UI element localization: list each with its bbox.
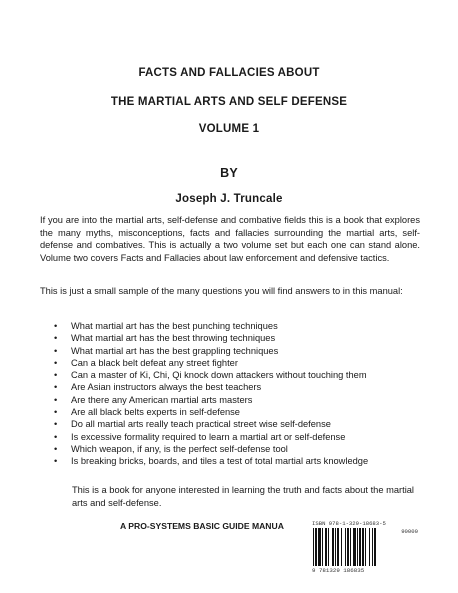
list-item	[54, 418, 414, 430]
question-text: Is breaking bricks, boards, and tiles a test of total martial arts knowledge	[71, 456, 369, 467]
question-text: Which weapon, if any, is the perfect self-defense tool	[71, 443, 288, 454]
question-text: What martial art has the best throwing techniques	[71, 333, 276, 344]
question-text: Is excessive formality required to learn a martial art or self-defense	[71, 431, 346, 442]
list-item	[54, 345, 414, 357]
bullet-icon: •	[54, 370, 58, 381]
list-item	[54, 357, 414, 369]
ean-text: 9 781329 186835	[312, 567, 365, 574]
bullet-icon: •	[54, 321, 58, 331]
list-item	[54, 394, 414, 406]
barcode-bars-icon	[312, 528, 398, 566]
question-text: Can a master of Ki, Chi, Qi knock down attackers without touching them	[71, 370, 367, 381]
list-item	[54, 443, 414, 455]
bullet-icon: •	[54, 394, 58, 405]
question-text: What martial art has the best grappling techniques	[71, 345, 279, 356]
bullet-icon: •	[54, 345, 58, 356]
list-item	[54, 369, 414, 381]
bullet-icon: •	[54, 456, 58, 467]
list-item	[54, 320, 414, 332]
question-text: Are there any American martial arts masters	[71, 394, 253, 405]
sample-intro-paragraph: This is just a small sample of the many questions you will find answers to in this manual:	[40, 286, 403, 296]
question-text: Do all martial arts really teach practical street wise self-defense	[71, 419, 331, 430]
price-addon-text: 90000	[401, 528, 418, 535]
list-item	[54, 431, 414, 443]
bullet-icon: •	[54, 407, 58, 418]
author-name: Joseph J. Truncale	[175, 193, 283, 205]
volume-label: VOLUME 1	[198, 123, 260, 135]
list-item	[54, 455, 414, 467]
question-list	[54, 320, 414, 468]
series-label: A PRO-SYSTEMS BASIC GUIDE MANUA	[120, 521, 284, 531]
bullet-icon: •	[54, 333, 58, 344]
bullet-icon: •	[54, 357, 58, 368]
list-item	[54, 406, 414, 418]
question-text: What martial art has the best punching techniques	[71, 321, 278, 331]
question-text: Can a black belt defeat any street fighter	[71, 357, 238, 368]
title-line-1: FACTS AND FALLACIES ABOUT	[138, 67, 320, 79]
list-item	[54, 332, 414, 344]
bullet-icon: •	[54, 419, 58, 430]
bullet-icon: •	[54, 431, 58, 442]
isbn-text: ISBN 978-1-329-18683-5	[312, 520, 386, 527]
question-text: Are Asian instructors always the best teachers	[71, 382, 262, 393]
bullet-icon: •	[54, 443, 58, 454]
closing-paragraph: This is a book for anyone interested in learning the truth and facts about the martial arts and self-defense.	[72, 485, 414, 508]
title-line-2: THE MARTIAL ARTS AND SELF DEFENSE	[110, 96, 348, 108]
by-label: BY	[220, 166, 238, 180]
bullet-icon: •	[54, 382, 58, 393]
question-text: Are all black belts experts in self-defense	[71, 407, 240, 418]
intro-paragraph: If you are into the martial arts, self-defense and combative fields this is a book that explores the many myths, misconceptions, facts and fallacies surrounding the martial arts, self-defense and combatives. This is actually a two volume set but each one can stand alone. Volume two covers Facts and Fallacies about law enforcement and defensive tactics.	[40, 215, 420, 263]
list-item	[54, 381, 414, 393]
barcode	[312, 520, 418, 574]
